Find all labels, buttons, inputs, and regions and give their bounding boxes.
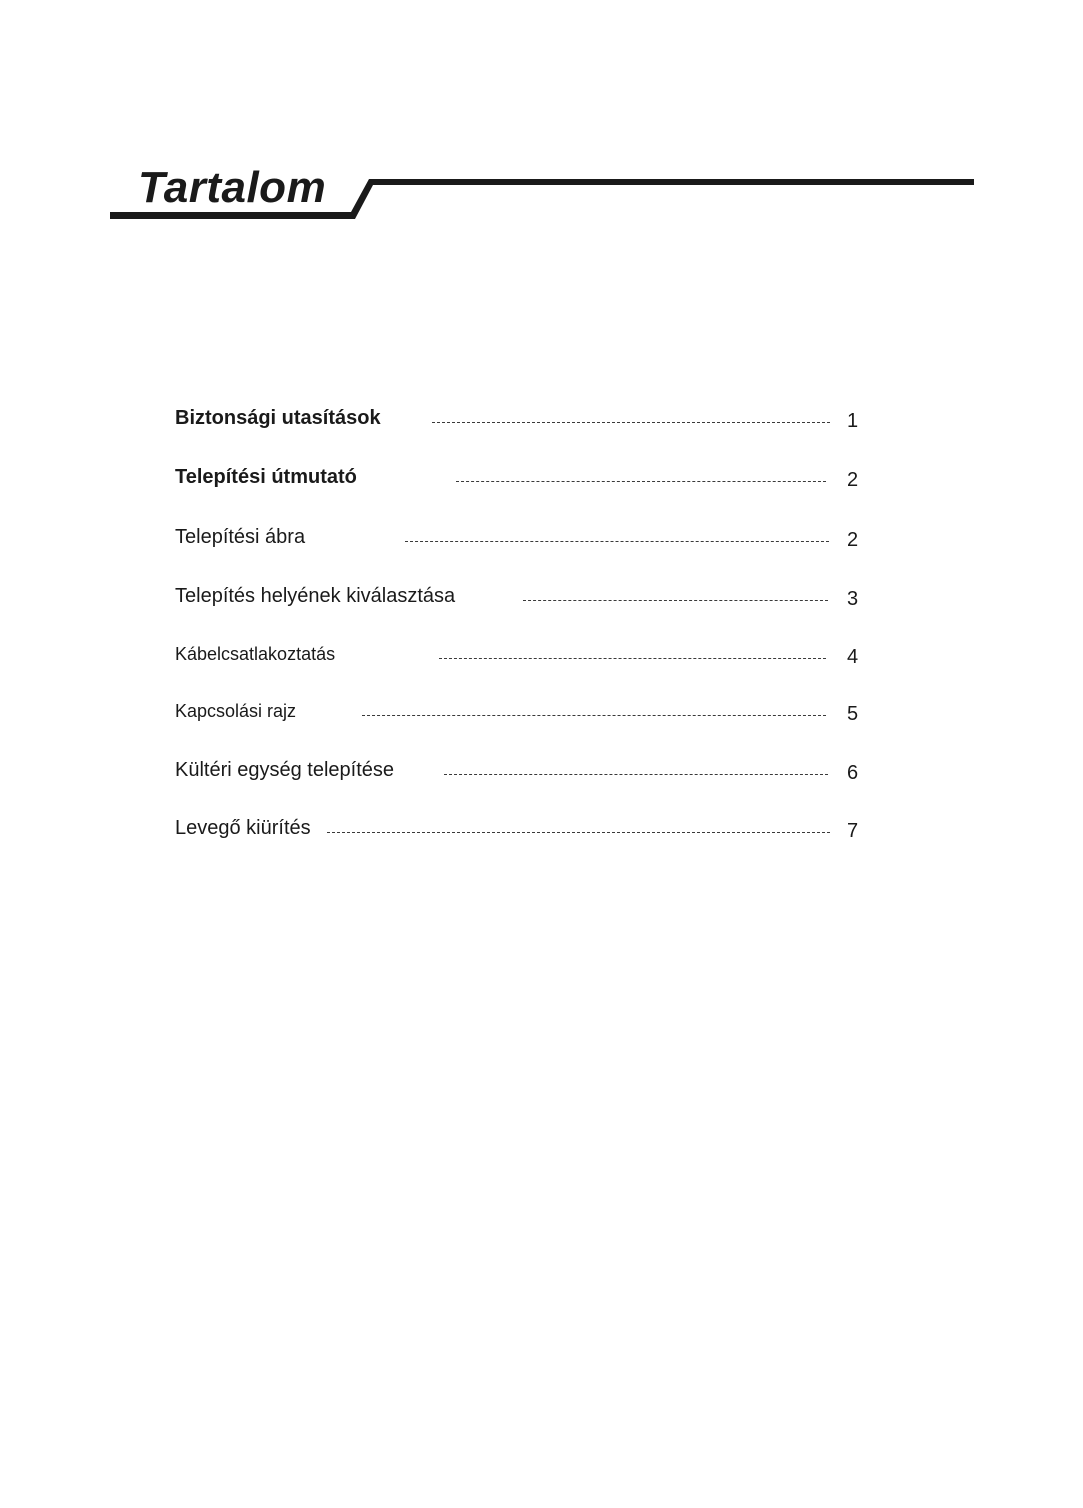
toc-page-number: 4	[847, 646, 859, 668]
toc-entry-label: Telepítési útmutató	[175, 466, 357, 488]
toc-page-number: 3	[847, 588, 859, 610]
toc-entry-label: Kábelcsatlakoztatás	[175, 644, 336, 664]
toc-entry-air-purge[interactable]	[175, 813, 865, 843]
toc-page-number: 6	[847, 762, 859, 784]
toc-entry-wiring-diagram[interactable]	[175, 696, 865, 726]
toc-entry-label: Telepítési ábra	[175, 526, 306, 548]
toc-leader-dots	[362, 715, 826, 716]
toc-page-number: 2	[847, 529, 859, 551]
toc-page-number: 7	[847, 820, 859, 842]
toc-leader-dots	[439, 658, 826, 659]
toc-leader-dots	[456, 481, 826, 482]
toc-entry-installation-guide[interactable]	[175, 462, 865, 492]
toc-entry-outdoor-unit[interactable]	[175, 755, 865, 785]
toc-leader-dots	[327, 832, 830, 833]
toc-leader-dots	[523, 600, 828, 601]
toc-leader-dots	[444, 774, 828, 775]
toc-leader-dots	[432, 422, 830, 423]
toc-entry-label: Kültéri egység telepítése	[175, 759, 395, 781]
toc-page-number: 1	[847, 410, 859, 432]
toc-leader-dots	[405, 541, 829, 542]
toc-page-number: 2	[847, 469, 859, 491]
toc-entry-location-selection[interactable]	[175, 581, 865, 611]
page-title: Tartalom	[138, 163, 327, 212]
toc-entry-label: Biztonsági utasítások	[175, 407, 381, 429]
toc-entry-label: Telepítés helyének kiválasztása	[175, 585, 456, 607]
toc-page-number: 5	[847, 703, 859, 725]
toc-entry-installation-diagram[interactable]	[175, 522, 865, 552]
toc-entry-label: Levegő kiürítés	[175, 817, 311, 839]
toc-entry-safety[interactable]	[175, 403, 865, 433]
toc-entry-label: Kapcsolási rajz	[175, 701, 297, 721]
toc-entry-cable-connection[interactable]	[175, 639, 865, 669]
